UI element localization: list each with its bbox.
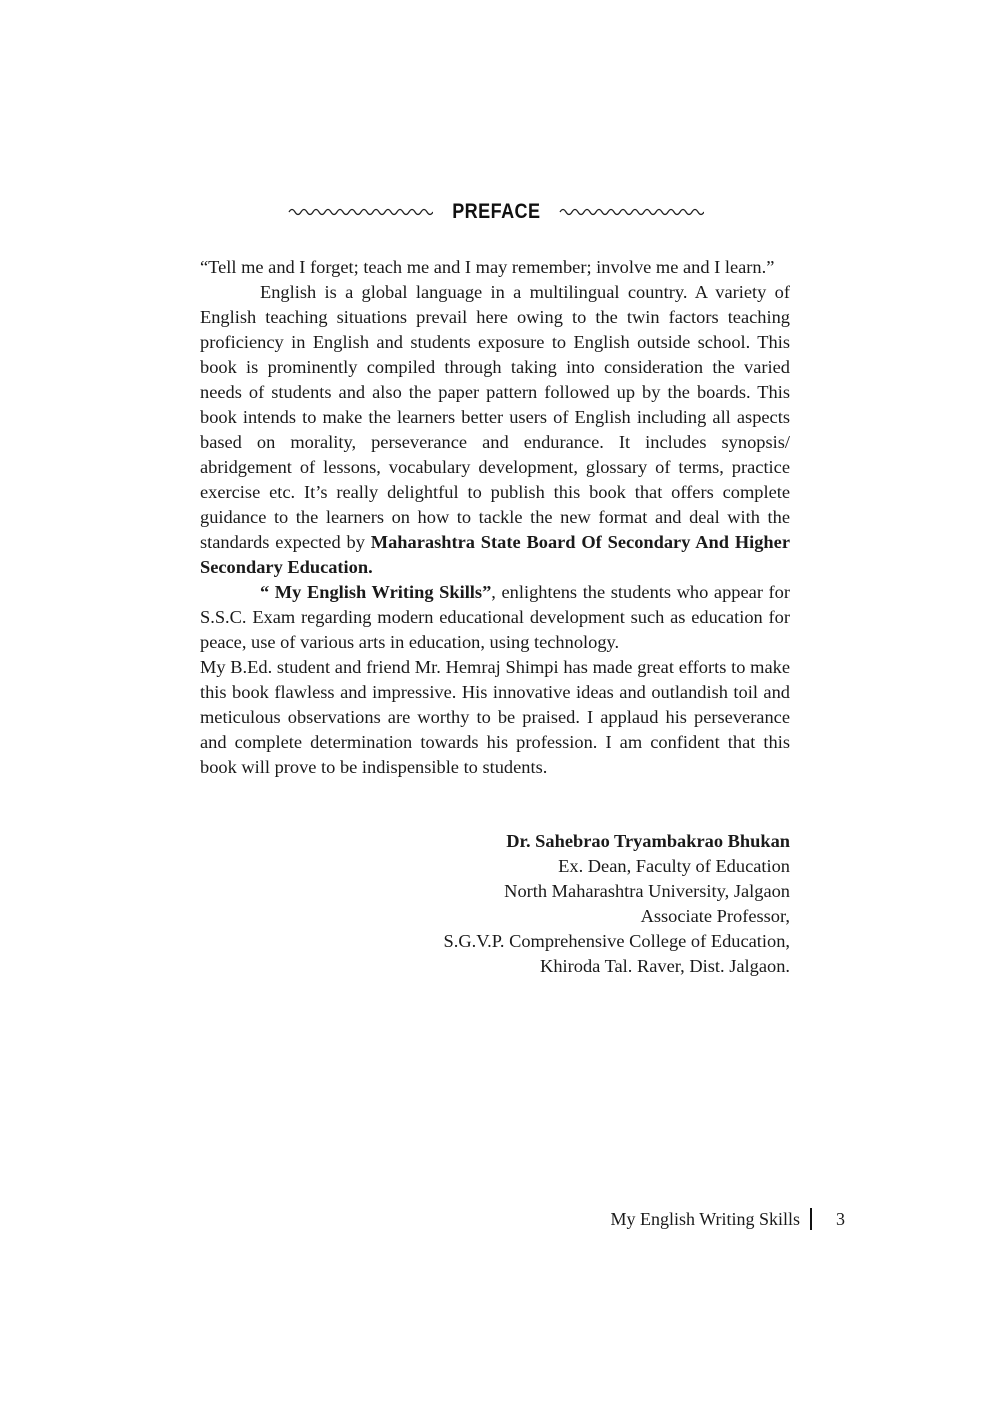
- paragraph-2-text: , enlightens the students who appear for S.S.C. Exam regarding modern educational development such as education for peace, use of various arts in education, using technology.: [200, 582, 790, 652]
- author-title-line-5: Khiroda Tal. Raver, Dist. Jalgaon.: [540, 956, 790, 976]
- page-number: 3: [836, 1209, 845, 1229]
- paragraph-1: [200, 280, 790, 580]
- author-title-line-2: North Maharashtra University, Jalgaon: [504, 881, 790, 901]
- preface-heading: [0, 200, 992, 224]
- board-name: Maharashtra State Board Of Secondary And Higher Secondary Education.: [200, 532, 790, 577]
- paragraph-1-text: English is a global language in a multilingual country. A variety of English teaching situations prevail here owing to the twin factors teaching proficiency in English and students exposure to English outside school. This book is prominently compiled through taking into consideration the varied needs of students and also the paper pattern followed up by the boards. This book intends to make the learners better users of English including all aspects based on morality, perseverance and endurance. It includes synopsis/ abridgement of lessons, vocabulary development, glossary of terms, practice exercise etc. It’s really delightful to publish this book that offers complete guidance to the learners on how to tackle the new format and deal with the standards expected by: [200, 282, 790, 552]
- footer-book-title: My English Writing Skills: [610, 1209, 800, 1229]
- author-title-line-3: Associate Professor,: [640, 906, 790, 926]
- paragraph-2: [200, 580, 790, 655]
- wave-ornament-right-icon: [559, 205, 704, 219]
- signature-block: [380, 829, 790, 979]
- book-title-mention: “ My English Writing Skills”: [260, 582, 492, 602]
- author-title-line-4: S.G.V.P. Comprehensive College of Education,: [443, 931, 790, 951]
- author-title-line-1: Ex. Dean, Faculty of Education: [558, 856, 790, 876]
- wave-ornament-left-icon: [288, 205, 433, 219]
- page-footer: [560, 1207, 845, 1231]
- footer-divider: [810, 1208, 812, 1230]
- page-title: PREFACE: [451, 200, 541, 223]
- preface-body: [200, 255, 790, 780]
- paragraph-3: My B.Ed. student and friend Mr. Hemraj Shimpi has made great efforts to make this book flawless and impressive. His innovative ideas and outlandish toil and meticulous observations are worthy to be praised. I applaud his perseverance and complete determination towards his profession. I am confident that this book will prove to be indispensible to students.: [200, 657, 790, 777]
- opening-quote: “Tell me and I forget; teach me and I may remember; involve me and I learn.”: [200, 257, 775, 277]
- author-name: Dr. Sahebrao Tryambakrao Bhukan: [506, 831, 790, 851]
